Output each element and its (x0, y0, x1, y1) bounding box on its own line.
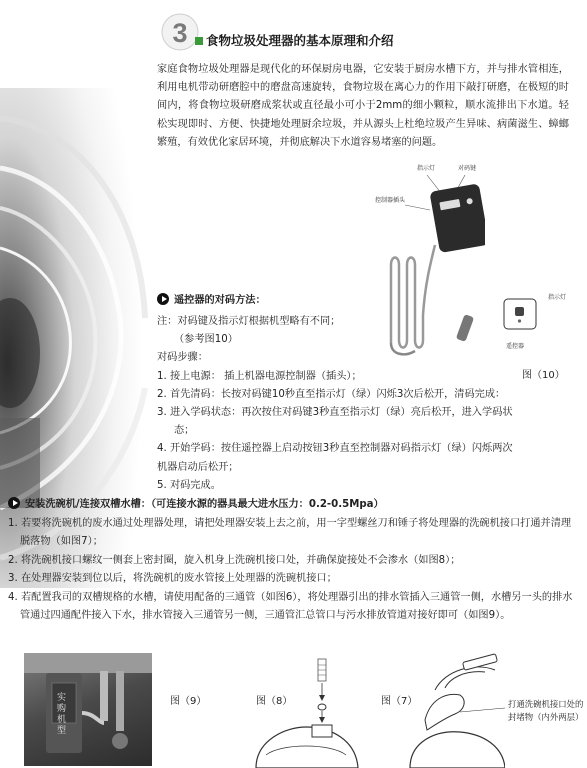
figure-9-photo (24, 653, 152, 766)
pairing-note: 注：对码键及指示灯根据机型略有不同； (157, 316, 341, 327)
figure-9-label: 图（9） (170, 696, 207, 707)
svg-text:3: 3 (172, 18, 188, 48)
sink-item-3: 3. 在处理器安装到位以后，将洗碗机的废水管接上处理器的洗碗机接口； (8, 573, 337, 585)
controller-pair-key-label: 对码键 (458, 165, 477, 172)
sink-heading: 安装洗碗机/连接双槽水槽：（可连接水源的器具最大进水压力：0.2-0.5Mpa） (8, 496, 384, 513)
figure-9-overlay: 实购机型 (57, 693, 67, 736)
sink-steps (8, 515, 574, 625)
sink-item-2: 2. 将洗碗机接口螺纹一侧套上密封圈，旋入机身上洗碗机接口处，并确保旋接处不会渗水（如图8）； (8, 554, 461, 566)
section-title: 食物垃圾处理器的基本原理和介绍 (206, 33, 394, 48)
figure-7-diagram (405, 650, 505, 768)
figure-7-note: 打通洗碗机接口处的封堵物（内外两层） (508, 699, 584, 722)
play-bullet-icon (157, 293, 169, 305)
water-swirl-image (0, 88, 150, 588)
figure-7-label: 图（7） (381, 696, 418, 707)
controller-plug-label: 控制器插头 (375, 197, 406, 204)
intro-paragraph: 家庭食物垃圾处理器是现代化的环保厨房电器，它安装于厨房水槽下方，并与排水管相连，利用电机带动研磨腔中的磨盘高速旋转，食物垃圾在离心力的作用下敲打研磨，在极短的时间内，将食物垃圾研磨成浆状或直径最小可小于2mm的细小颗粒，顺水流排出下水道。轻松实现即时、方便、快捷地处理厨余垃圾，并从源头上杜绝垃圾产生异味、病菌滋生、蟑螂繁殖，有效优化家居环境，并彻底解决下水道容易堵塞的问题。 (157, 64, 569, 148)
pairing-note-ref: （参考图10） (174, 334, 238, 346)
figure-10-label: 图（10） (522, 370, 565, 381)
remote-indicator-label: 指示灯 (548, 294, 567, 301)
sink-item-4: 4. 若配置我司的双槽规格的水槽，请使用配备的三通管（如图6），将处理器引出的排水管插入三通管一侧，水槽另一头的排水管通过四通配件接入下水，排水管接入三通管另一侧，三通管汇总管口与污水排放管道对接好即可（如图9）。 (8, 591, 573, 622)
pairing-heading: 遥控器的对码方法： (157, 292, 266, 309)
controller-indicator-label: 指示灯 (417, 165, 436, 172)
pairing-steps (157, 313, 577, 495)
figure-8-diagram (246, 655, 366, 768)
pairing-step-3-cont: 态； (174, 425, 195, 437)
title-marker (195, 37, 203, 45)
pairing-step-3: 3. 进入学码状态：再次按住对码键3秒直至指示灯（绿）亮后松开，进入学码状 (157, 407, 513, 419)
play-bullet-icon (8, 497, 20, 509)
pairing-steps-title: 对码步骤： (157, 352, 208, 364)
pairing-step-4: 4. 开始学码：按住遥控器上启动按钮3秒直至控制器对码指示灯（绿）闪烁两次 (157, 443, 513, 455)
remote-name-label: 遥控器 (506, 343, 525, 350)
pairing-step-5: 5. 对码完成。 (157, 479, 221, 491)
figure-8-label: 图（8） (256, 696, 293, 707)
section-number-badge (160, 12, 200, 52)
pairing-step-2: 2. 首先清码：长按对码键10秒直至指示灯（绿）闪烁3次后松开，清码完成： (157, 388, 506, 400)
pairing-step-1: 1. 接上电源： 插上机器电源控制器（插头）； (157, 370, 362, 382)
pairing-step-4-cont: 机器启动后松开； (157, 461, 239, 473)
sink-item-1: 1. 若要将洗碗机的废水通过处理器处理，请把处理器安装上去之前，用一字型螺丝刀和锤子将处理器的洗碗机接口打通并清理脱落物（如图7）； (8, 518, 572, 548)
